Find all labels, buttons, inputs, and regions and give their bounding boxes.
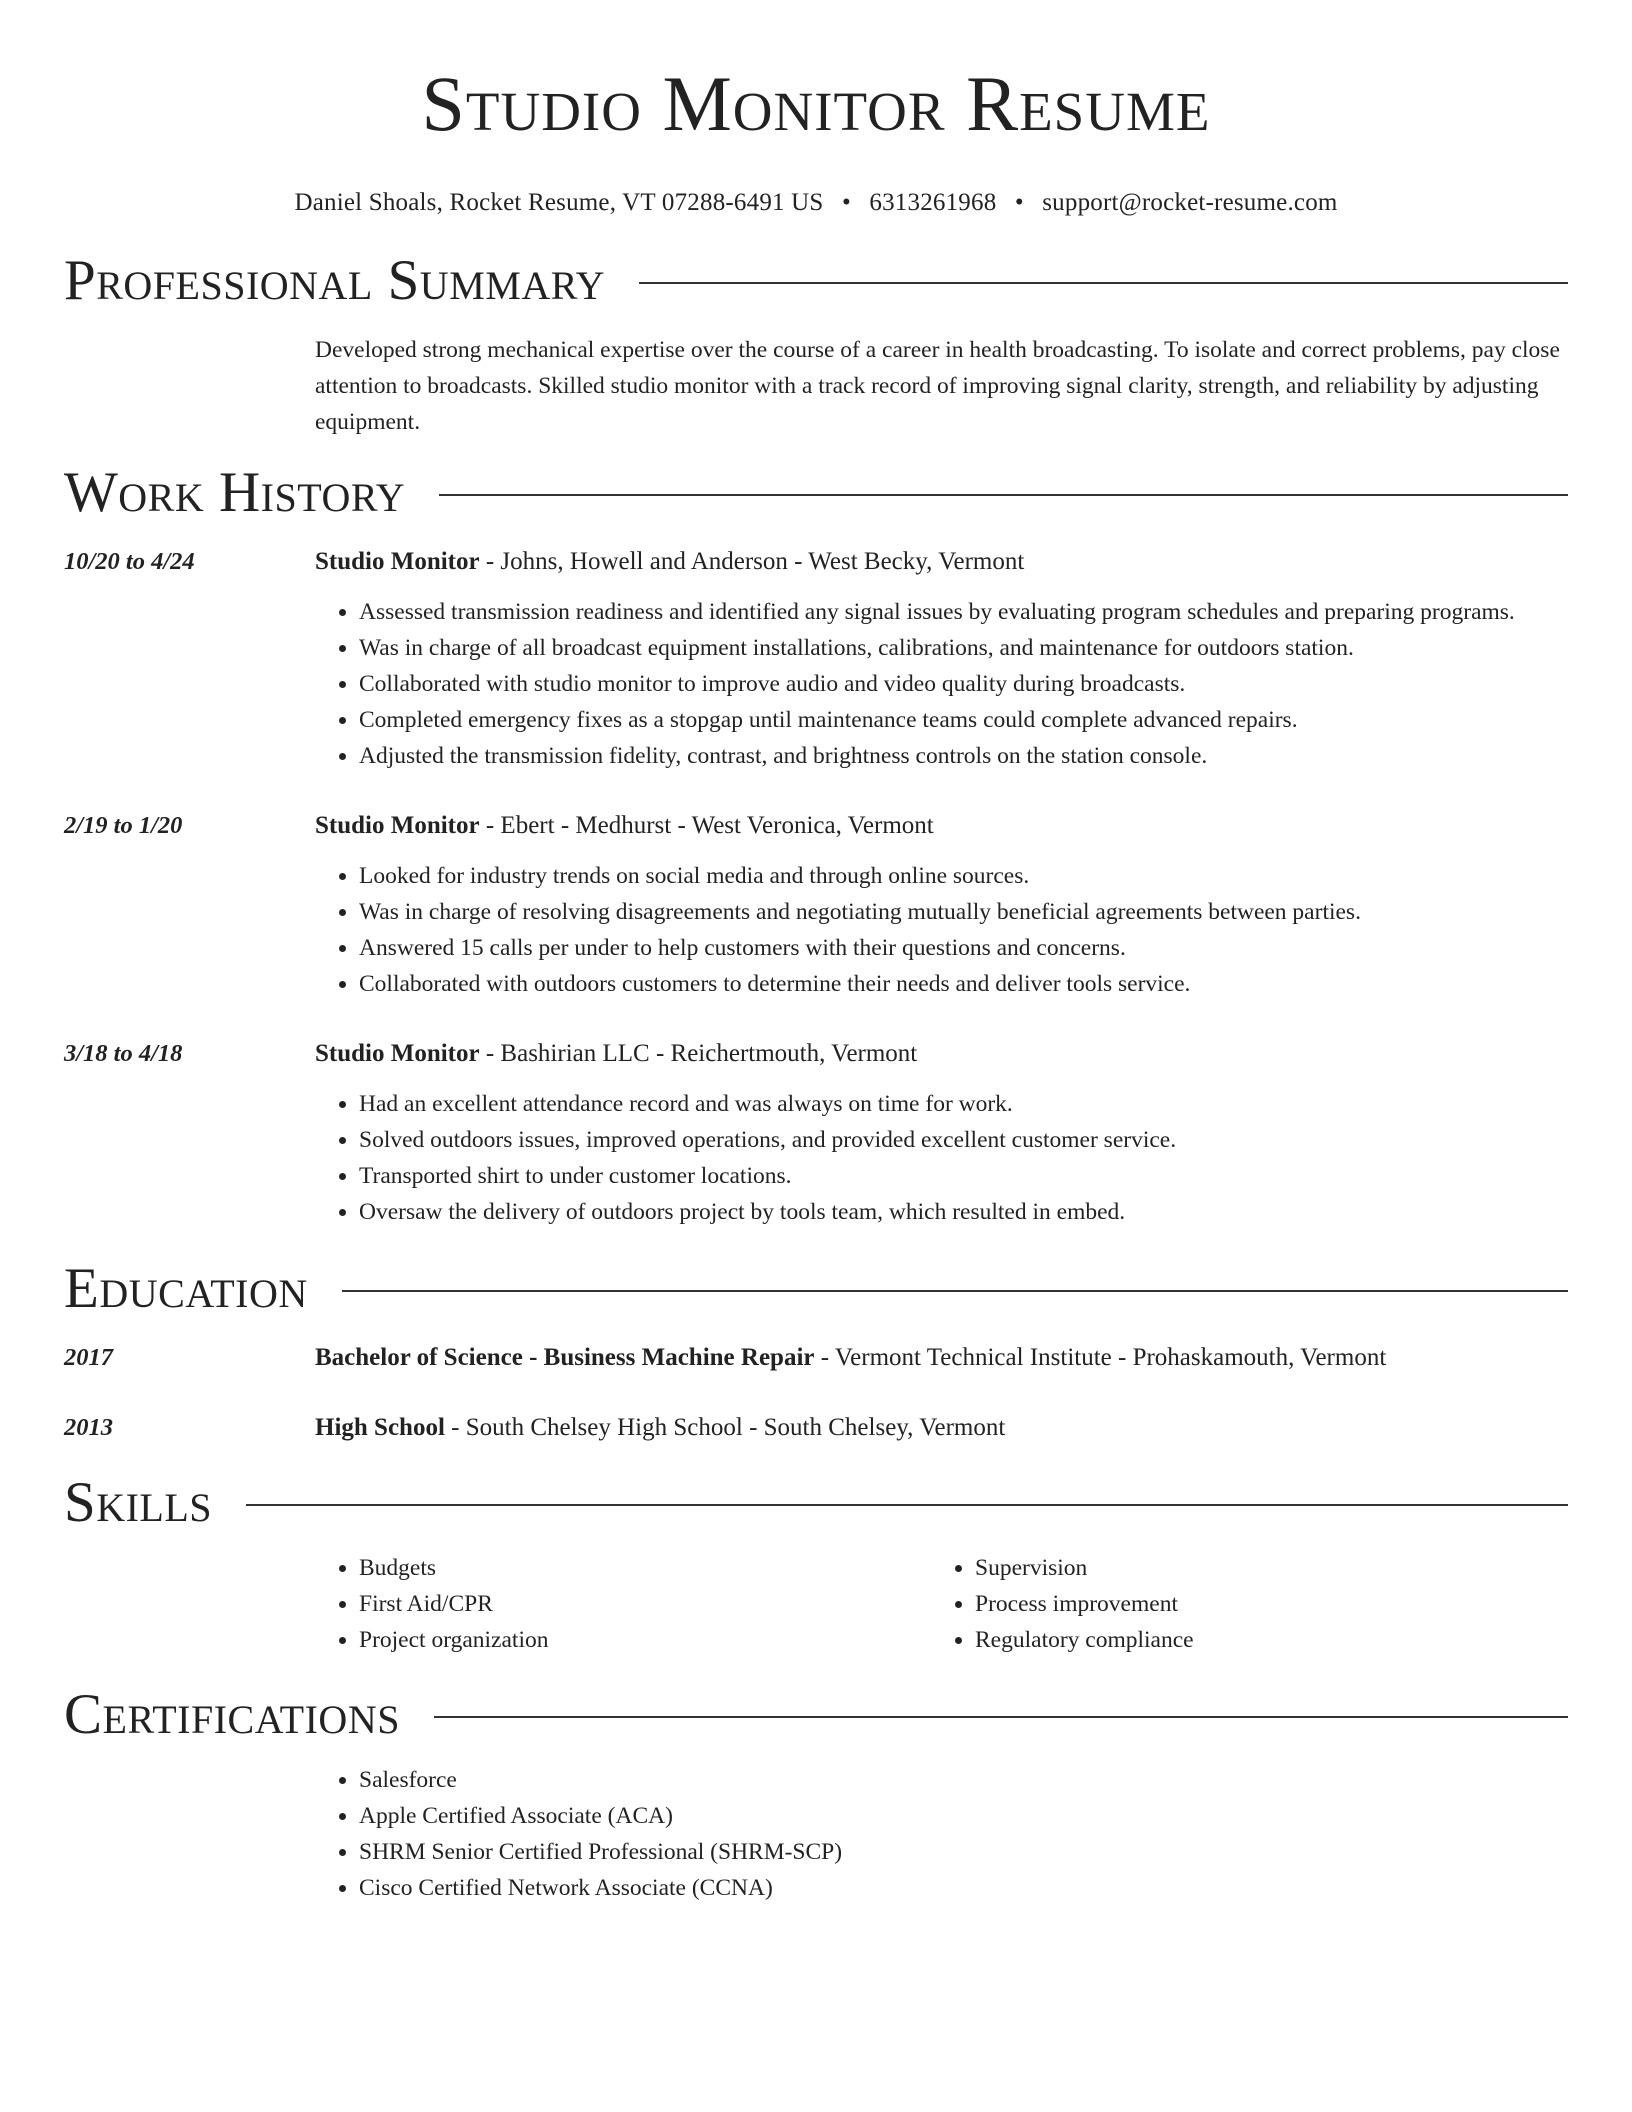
education-section xyxy=(64,1256,1568,1446)
education-year: 2013 xyxy=(64,1414,113,1441)
list-item: • Was in charge of resolving disagreements and negotiating mutually beneficial agreements between parties. xyxy=(359,894,1568,930)
certification-item: • SHRM Senior Certified Professional (SHRM-SCP) xyxy=(359,1834,1568,1870)
section-divider xyxy=(246,1504,1568,1506)
job-dates: 10/20 to 4/24 xyxy=(64,548,195,575)
list-item: • Collaborated with outdoors customers to determine their needs and deliver tools service. xyxy=(359,966,1568,1002)
list-item: • Was in charge of all broadcast equipment installations, calibrations, and maintenance for outdoors station. xyxy=(359,630,1568,666)
skill-item: • Project organization xyxy=(359,1622,931,1658)
section-divider xyxy=(342,1290,1568,1292)
job-details: - Johns, Howell and Anderson - West Becky, Vermont xyxy=(479,548,1025,575)
work-history-section xyxy=(64,460,1568,1230)
list-item: • Oversaw the delivery of outdoors project by tools team, which resulted in embed. xyxy=(359,1194,1568,1230)
list-item: • Transported shirt to under customer locations. xyxy=(359,1158,1568,1194)
skills-heading: Skills xyxy=(64,1471,213,1534)
education-heading: Education xyxy=(64,1257,308,1320)
job-details: - Ebert - Medhurst - West Veronica, Vermont xyxy=(479,812,934,839)
job-details: - Bashirian LLC - Reichertmouth, Vermont xyxy=(479,1040,918,1067)
job-role: Studio Monitor xyxy=(315,812,480,839)
job-dates: 2/19 to 1/20 xyxy=(64,812,183,839)
education-entry xyxy=(64,1340,1568,1376)
summary-section xyxy=(64,248,1568,440)
section-divider xyxy=(434,1716,1568,1718)
certification-item: • Salesforce xyxy=(359,1762,1568,1798)
education-year: 2017 xyxy=(64,1344,113,1371)
skill-item: • Process improvement xyxy=(975,1586,1547,1622)
skill-item: • Supervision xyxy=(975,1550,1547,1586)
list-item: • Looked for industry trends on social media and through online sources. xyxy=(359,858,1568,894)
skills-section xyxy=(64,1470,1568,1658)
job-bullets xyxy=(315,1086,1568,1230)
job-role: Studio Monitor xyxy=(315,548,480,575)
skill-item: • Budgets xyxy=(359,1550,931,1586)
contact-email: support@rocket-resume.com xyxy=(1042,189,1338,216)
education-details: - Vermont Technical Institute - Prohaskamouth, Vermont xyxy=(814,1344,1387,1371)
job-header xyxy=(315,808,1568,844)
job-dates: 3/18 to 4/18 xyxy=(64,1040,183,1067)
list-item: • Adjusted the transmission fidelity, contrast, and brightness controls on the station console. xyxy=(359,738,1568,774)
job-bullets xyxy=(315,858,1568,1002)
education-degree: Bachelor of Science - Business Machine Repair xyxy=(315,1344,815,1371)
job-entry xyxy=(64,808,1568,1002)
job-header xyxy=(315,1036,1568,1072)
work-history-heading: Work History xyxy=(64,461,406,524)
resume-title: Studio Monitor Resume xyxy=(421,60,1211,147)
certifications-heading: Certifications xyxy=(64,1683,400,1746)
skills-column-right xyxy=(931,1550,1547,1658)
summary-heading: Professional Summary xyxy=(64,249,606,312)
section-header xyxy=(64,460,1568,526)
list-item: • Solved outdoors issues, improved operations, and provided excellent customer service. xyxy=(359,1122,1568,1158)
contact-address: Daniel Shoals, Rocket Resume, VT 07288-6491 US xyxy=(294,189,824,216)
certifications-section xyxy=(64,1682,1568,1906)
section-header xyxy=(64,1256,1568,1322)
certifications-list xyxy=(315,1762,1568,1906)
skills-list xyxy=(931,1550,1547,1658)
education-header xyxy=(315,1340,1568,1376)
list-item: • Answered 15 calls per under to help customers with their questions and concerns. xyxy=(359,930,1568,966)
skills-list xyxy=(315,1550,931,1658)
list-item: • Completed emergency fixes as a stopgap until maintenance teams could complete advanced repairs. xyxy=(359,702,1568,738)
job-bullets xyxy=(315,594,1568,774)
job-header xyxy=(315,544,1568,580)
education-details: - South Chelsey High School - South Chelsey, Vermont xyxy=(444,1414,1006,1441)
contact-line xyxy=(64,188,1568,218)
list-item: • Collaborated with studio monitor to improve audio and video quality during broadcasts. xyxy=(359,666,1568,702)
contact-separator: • xyxy=(1014,189,1024,216)
contact-phone: 6313261968 xyxy=(869,189,997,216)
list-item: • Assessed transmission readiness and identified any signal issues by evaluating program schedules and preparing programs. xyxy=(359,594,1568,630)
certification-item: • Apple Certified Associate (ACA) xyxy=(359,1798,1568,1834)
job-entry xyxy=(64,544,1568,774)
section-header xyxy=(64,248,1568,314)
education-degree: High School xyxy=(315,1414,445,1441)
job-role: Studio Monitor xyxy=(315,1040,480,1067)
section-divider xyxy=(639,282,1568,284)
section-header xyxy=(64,1470,1568,1536)
skills-grid xyxy=(315,1550,1568,1658)
summary-text: Developed strong mechanical expertise over the course of a career in health broadcasting. To isolate and correct problems, pay close attention to broadcasts. Skilled studio monitor with a track record of improving signal clarity, strength, and reliability by adjusting equipment. xyxy=(315,337,1560,435)
job-entry xyxy=(64,1036,1568,1230)
skill-item: • Regulatory compliance xyxy=(975,1622,1547,1658)
certification-item: • Cisco Certified Network Associate (CCNA) xyxy=(359,1870,1568,1906)
section-divider xyxy=(439,494,1568,496)
skills-column-left xyxy=(315,1550,931,1658)
contact-separator: • xyxy=(841,189,851,216)
skill-item: • First Aid/CPR xyxy=(359,1586,931,1622)
education-entry xyxy=(64,1410,1568,1446)
education-header xyxy=(315,1410,1568,1446)
list-item: • Had an excellent attendance record and was always on time for work. xyxy=(359,1086,1568,1122)
section-header xyxy=(64,1682,1568,1748)
